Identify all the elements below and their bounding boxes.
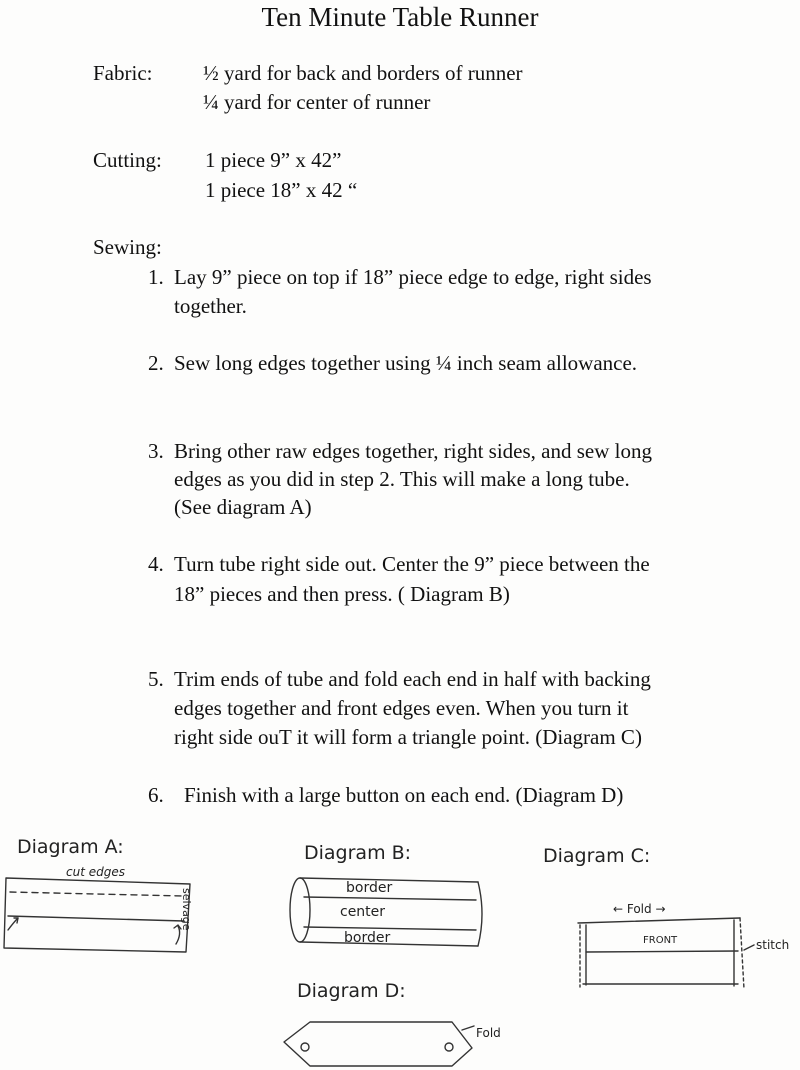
step-line: Sew long edges together using ¼ inch seam allowance. [174, 351, 638, 375]
diagram-c-front-label: FRONT [643, 935, 678, 946]
fabric-line: ¼ yard for center of runner [203, 90, 431, 114]
step-line: Trim ends of tube and fold each end in half with backing [174, 667, 651, 691]
diagram-d-fold-label: Fold [476, 1026, 501, 1040]
diagram-b-center-label: center [340, 904, 386, 920]
diagram-b-border-label: border [346, 880, 393, 896]
step-line: Finish with a large button on each end. (Diagram D) [184, 783, 624, 807]
diagram-a-drawing [4, 878, 190, 952]
step-number: 6. [148, 783, 164, 807]
step-line: 18” pieces and then press. ( Diagram B) [174, 582, 510, 606]
step-number: 1. [148, 265, 164, 289]
diagram-c-drawing [578, 918, 754, 989]
step-number: 2. [148, 351, 164, 375]
diagram-d-drawing [284, 1022, 474, 1066]
step-line: right side ouT it will form a triangle point. (Diagram C) [174, 725, 642, 749]
diagram-a-selvage-label: selvage [180, 888, 193, 931]
step-number: 4. [148, 552, 164, 576]
step-line: edges as you did in step 2. This will make a long tube. [174, 467, 630, 491]
diagram-c-stitch-label: stitch [756, 938, 790, 952]
step-line: Bring other raw edges together, right sides, and sew long [174, 439, 652, 463]
diagram-b-border-label: border [344, 930, 391, 946]
fabric-label: Fabric: [93, 61, 153, 85]
fabric-line: ½ yard for back and borders of runner [203, 61, 523, 85]
step-line: edges together and front edges even. When you turn it [174, 696, 629, 720]
cutting-label: Cutting: [93, 148, 162, 172]
diagram-c-fold-label: ← Fold → [613, 902, 666, 916]
diagram-a-cut-edges-label: cut edges [66, 865, 125, 879]
step-number: 3. [148, 439, 164, 463]
step-line: (See diagram A) [174, 495, 312, 519]
diagram-a-title: Diagram A: [17, 836, 124, 858]
diagram-d-title: Diagram D: [297, 980, 406, 1002]
sewing-label: Sewing: [93, 235, 162, 259]
diagram-b-title: Diagram B: [304, 842, 412, 864]
cutting-line: 1 piece 18” x 42 “ [205, 178, 358, 202]
step-line: Lay 9” piece on top if 18” piece edge to edge, right sides [174, 265, 652, 289]
step-line: Turn tube right side out. Center the 9” piece between the [174, 552, 650, 576]
page-title: Ten Minute Table Runner [261, 2, 539, 32]
step-line: together. [174, 294, 247, 318]
step-number: 5. [148, 667, 164, 691]
cutting-line: 1 piece 9” x 42” [205, 148, 342, 172]
diagram-c-title: Diagram C: [543, 845, 651, 867]
